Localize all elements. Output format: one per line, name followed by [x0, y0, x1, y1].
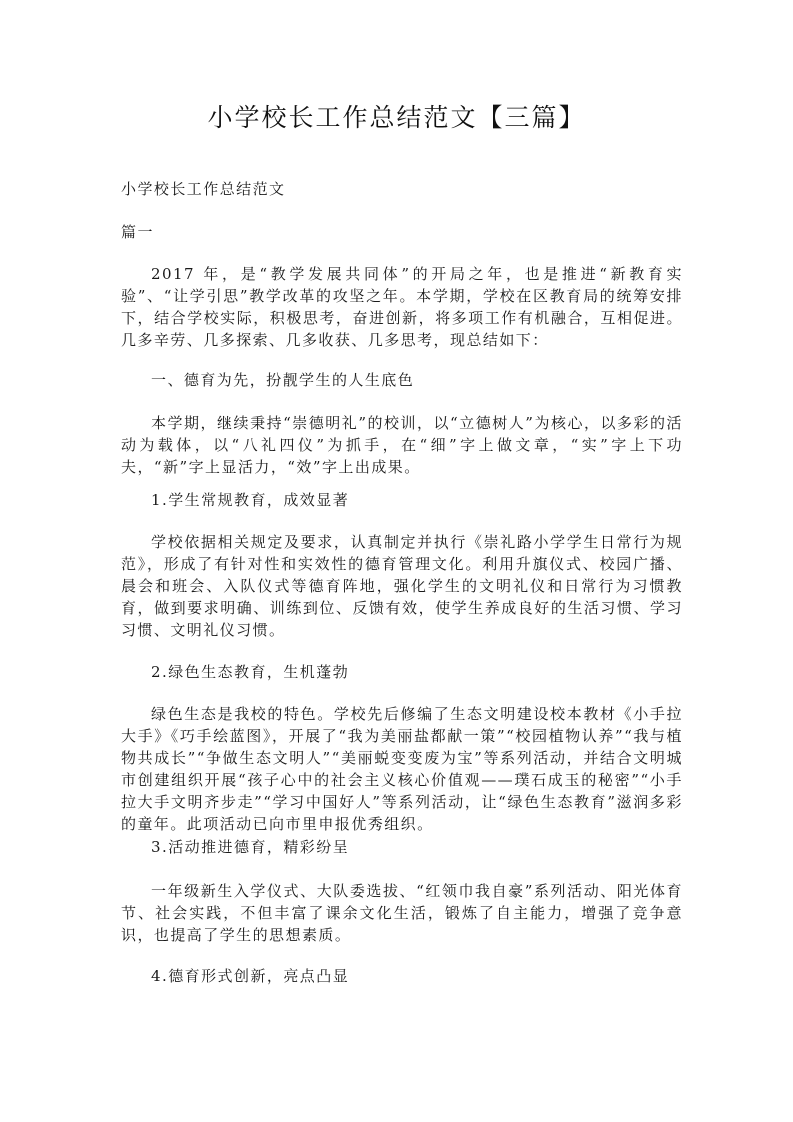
paragraph-sub-3: 一年级新生入学仪式、大队委选拔、“红领巾我自豪”系列活动、阳光体育节、社会实践，不但丰富了课余文化生活，锻炼了自主能力，增强了竞争意识，也提高了学生的思想素质。 — [121, 882, 683, 944]
subtitle: 小学校长工作总结范文 — [121, 180, 286, 198]
subheading-3: 3.活动推进德育，精彩纷呈 — [151, 838, 350, 856]
document-title: 小学校长工作总结范文【三篇】 — [207, 103, 586, 132]
subheading-4: 4.德育形式创新，亮点凸显 — [151, 967, 350, 985]
section-heading-1: 一、德育为先，扮靓学生的人生底色 — [151, 371, 415, 389]
part-label: 篇一 — [121, 223, 154, 241]
subheading-1: 1.学生常规教育，成效显著 — [151, 491, 350, 509]
paragraph-section-1: 本学期，继续秉持“崇德明礼”的校训，以“立德树人”为核心，以多彩的活动为载体，以“八礼四仪”为抓手，在“细”字上做文章，“实”字上下功夫，“新”字上显活力，“效”字上出成果。 — [121, 414, 683, 476]
paragraph-intro: 2017 年，是“教学发展共同体”的开局之年，也是推进“新教育实验”、“让学引思”教学改革的攻坚之年。本学期，学校在区教育局的统筹安排下，结合学校实际，积极思考，奋进创新，将多项工作有机融合，互相促进。几多辛劳、几多探索、几多收获、几多思考，现总结如下： — [121, 265, 683, 349]
subheading-2: 2.绿色生态教育，生机蓬勃 — [151, 663, 350, 681]
paragraph-sub-1: 学校依据相关规定及要求，认真制定并执行《崇礼路小学学生日常行为规范》，形成了有针对性和实效性的德育管理文化。利用升旗仪式、校园广播、晨会和班会、入队仪式等德育阵地，强化学生的文明礼仪和日常行为习惯教育，做到要求明确、训练到位、反馈有效，使学生养成良好的生活习惯、学习习惯、文明礼仪习惯。 — [121, 533, 683, 639]
paragraph-sub-2: 绿色生态是我校的特色。学校先后修编了生态文明建设校本教材《小手拉大手》《巧手绘蓝图》，开展了“我为美丽盐都献一策”“校园植物认养”“我与植物共成长”“争做生态文明人”“美丽蜕变变废为宝”等系列活动，并结合文明城市创建组织开展“孩子心中的社会主义核心价值观——璞石成玉的秘密”“小手拉大手文明齐步走”“学习中国好人”等系列活动，让“绿色生态教育”滋润多彩的童年。此项活动已向市里申报优秀组织。 — [121, 705, 683, 833]
